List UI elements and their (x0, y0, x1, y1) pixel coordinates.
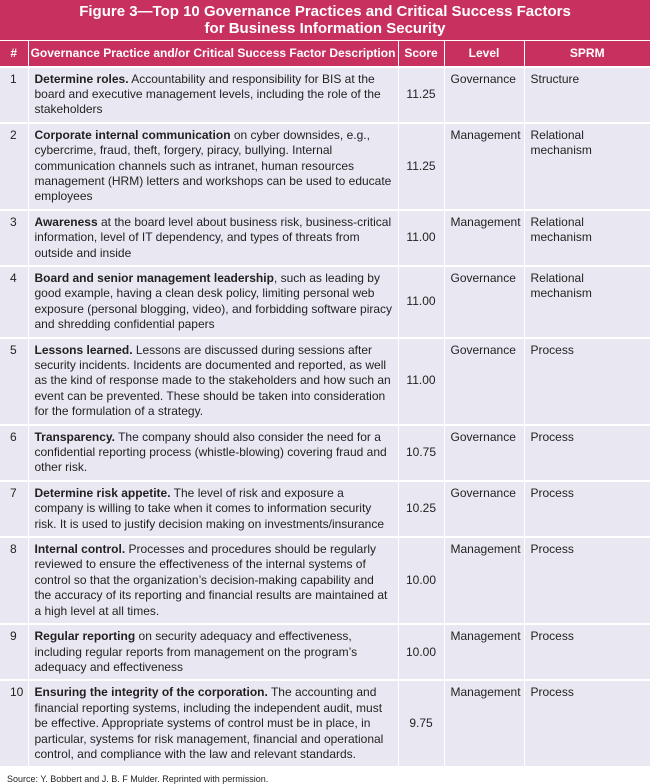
row-level: Governance (444, 67, 524, 123)
row-sprm: Process (524, 338, 650, 425)
row-lead: Corporate internal communication (34, 127, 231, 142)
row-lead: Determine risk appetite. (34, 485, 171, 500)
header-level: Level (444, 41, 524, 67)
row-score: 10.00 (398, 624, 444, 680)
row-number: 8 (0, 537, 28, 624)
row-level: Governance (444, 338, 524, 425)
row-lead: Ensuring the integrity of the corporation. (34, 685, 268, 700)
row-description (28, 624, 398, 680)
table-row (0, 266, 650, 338)
row-description (28, 266, 398, 338)
row-score: 11.00 (398, 210, 444, 266)
row-level: Governance (444, 425, 524, 481)
row-score: 10.00 (398, 537, 444, 624)
row-lead: Regular reporting (34, 629, 136, 644)
row-sprm: Process (524, 624, 650, 680)
row-description (28, 338, 398, 425)
row-lead: Internal control. (34, 542, 126, 557)
row-description (28, 481, 398, 537)
row-description (28, 67, 398, 123)
header-score: Score (398, 41, 444, 67)
table-row (0, 537, 650, 624)
row-text: on security adequacy and effectiveness, including regular reports from management on the program’s adequacy and effectiveness (34, 629, 358, 674)
row-score: 11.25 (398, 123, 444, 210)
table-row (0, 123, 650, 210)
table-row (0, 481, 650, 537)
row-number: 1 (0, 67, 28, 123)
header-sprm: SPRM (524, 41, 650, 67)
row-description (28, 210, 398, 266)
row-sprm: Structure (524, 67, 650, 123)
row-text: at the board level about business risk, business-critical information, level of IT dependency, and types of threats from outside and inside (34, 214, 392, 260)
header-num: # (0, 41, 28, 67)
row-lead: Transparency. (34, 429, 115, 444)
row-sprm: Relational mechanism (524, 123, 650, 210)
row-description (28, 537, 398, 624)
row-text: The accounting and financial reporting systems, including the independent audit, must be effective. Appropriate systems of control must be in place, in particular, systems for risk management, financial and operational control, and compliance with the law and relevant standards. (34, 685, 384, 761)
source-note: Source: Y. Bobbert and J. B. F Mulder. Reprinted with permission. (7, 774, 269, 784)
row-lead: Awareness (34, 214, 98, 229)
row-sprm: Process (524, 537, 650, 624)
figure-title-line-2: for Business Information Security (204, 20, 446, 37)
row-text: Lessons are discussed during sessions after security incidents. Incidents are documented and reported, as well as the kind of response made to the stakeholders and how such an event can be prevented. These should be taken into consideration for the formulation of a strategy. (34, 342, 391, 419)
row-description (28, 680, 398, 766)
row-score: 11.25 (398, 67, 444, 123)
figure-title-line-1: Figure 3—Top 10 Governance Practices and Critical Success Factors (79, 3, 571, 20)
table-row (0, 210, 650, 266)
row-text: on cyber downsides, e.g., cybercrime, fraud, theft, forgery, piracy, bullying. Internal communication channels such as intranet, human resources management (HRM) letters and workshops can be used to educate employees (34, 127, 392, 204)
table-header-row (0, 41, 650, 67)
practices-table (0, 40, 650, 766)
row-lead: Lessons learned. (34, 342, 133, 357)
row-number: 10 (0, 680, 28, 766)
row-sprm: Relational mechanism (524, 210, 650, 266)
row-text: Processes and procedures should be regularly reviewed to ensure the effectiveness of the internal systems of control so that the organization’s decision-making capability and the accuracy of its reporting and financial results are maintained at a high level at all times. (34, 542, 388, 618)
row-level: Management (444, 210, 524, 266)
row-number: 6 (0, 425, 28, 481)
row-score: 9.75 (398, 680, 444, 766)
row-level: Management (444, 624, 524, 680)
table-row (0, 338, 650, 425)
row-text: Accountability and responsibility for BIS at the board and executive management levels, including the role of the stakeholders (34, 71, 381, 117)
row-number: 5 (0, 338, 28, 425)
table-row (0, 67, 650, 123)
row-level: Governance (444, 266, 524, 338)
row-description (28, 123, 398, 210)
row-score: 10.75 (398, 425, 444, 481)
row-number: 3 (0, 210, 28, 266)
row-lead: Board and senior management leadership (34, 270, 274, 285)
row-score: 10.25 (398, 481, 444, 537)
row-level: Management (444, 680, 524, 766)
row-number: 2 (0, 123, 28, 210)
table-row (0, 624, 650, 680)
row-description (28, 425, 398, 481)
row-score: 11.00 (398, 266, 444, 338)
table-row (0, 680, 650, 766)
row-level: Governance (444, 481, 524, 537)
row-number: 4 (0, 266, 28, 338)
row-level: Management (444, 123, 524, 210)
row-number: 9 (0, 624, 28, 680)
table-row (0, 425, 650, 481)
row-number: 7 (0, 481, 28, 537)
row-sprm: Process (524, 425, 650, 481)
row-text: The level of risk and exposure a company is willing to take when it comes to information security risk. It is used to justify decision making on investments/insurance (34, 485, 384, 531)
row-score: 11.00 (398, 338, 444, 425)
figure-title (0, 0, 650, 40)
row-level: Management (444, 537, 524, 624)
row-sprm: Relational mechanism (524, 266, 650, 338)
row-text: The company should also consider the need for a confidential reporting process (whistle-blowing) covering fraud and other risk. (34, 429, 387, 475)
row-lead: Determine roles. (34, 71, 129, 86)
row-sprm: Process (524, 680, 650, 766)
row-sprm: Process (524, 481, 650, 537)
row-text: , such as leading by good example, having a clean desk policy, limiting personal web exposure (personal blogging, video), and forbidding software piracy and shredding confidential papers (34, 270, 393, 332)
header-description: Governance Practice and/or Critical Success Factor Description (28, 41, 398, 67)
